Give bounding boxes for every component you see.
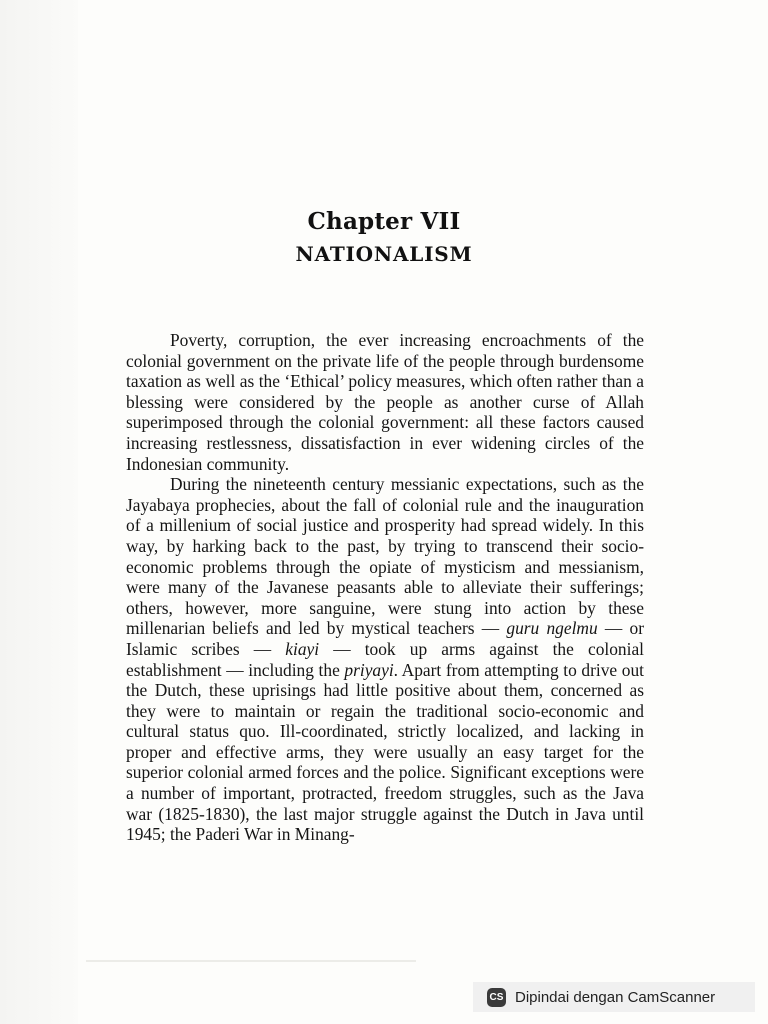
- body-paragraph: [126, 330, 644, 474]
- italic-term: priyayi: [344, 659, 394, 680]
- italic-term: guru ngelmu: [506, 618, 598, 639]
- chapter-title: Chapter VII: [307, 208, 461, 235]
- text-run: Poverty, corruption, the ever increasing encroachments of the colonial government on the private life of the people through burdensome taxation as well as the ‘Ethical’ policy measures, which often rather than a blessing were considered by the people as another curse of Allah superimposed through the colonial government: all these factors caused increasing restlessness, dissatisfaction in ever widening circles of the Indonesian community.: [126, 330, 644, 474]
- chapter-body-text: [126, 330, 644, 845]
- text-run: — or Islamic scribes —: [126, 618, 644, 659]
- text-run: During the nineteenth century messianic expectations, such as the Jayabaya prophecies, about the fall of colonial rule and the inauguration of a millenium of social justice and prosperity had spread widely. In this way, by harking back to the past, by trying to transcend their socio-economic problems through the opiate of mysticism and messianism, were many of the Javanese peasants able to alleviate their sufferings; others, however, more sanguine, were stung into action by these millenarian beliefs and led by mystical teachers —: [126, 474, 644, 639]
- chapter-subtitle: NATIONALISM: [295, 242, 473, 266]
- camscanner-watermark: [473, 982, 755, 1012]
- text-run: . Apart from attempting to drive out the Dutch, these uprisings had little positive about them, concerned as they were to maintain or regain the traditional socio-economic and cultural status quo. Ill-coordinated, strictly localized, and lacking in proper and effective arms, they were usually an easy target for the superior colonial armed forces and the police. Significant exceptions were a number of important, protracted, freedom struggles, such as the Java war (1825-1830), the last major struggle against the Dutch in Java until 1945; the Paderi War in Minang-: [126, 659, 644, 845]
- faint-footer-bleed: [86, 960, 416, 962]
- scan-edge-shadow: [0, 0, 78, 1024]
- italic-term: kiayi: [285, 638, 320, 659]
- camscanner-logo-icon: CS: [487, 988, 506, 1007]
- body-paragraph: [126, 474, 644, 845]
- watermark-text: Dipindai dengan CamScanner: [515, 988, 716, 1006]
- text-run: — took up arms against the colonial establishment — including the: [126, 638, 644, 680]
